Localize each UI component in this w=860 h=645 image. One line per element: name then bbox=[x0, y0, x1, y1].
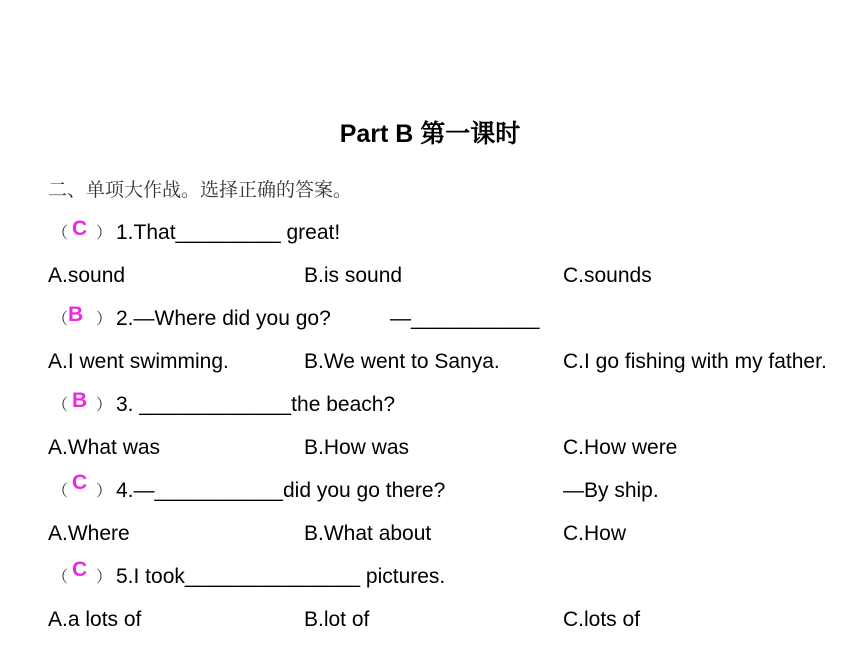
option-a: A.What was bbox=[48, 436, 161, 459]
paren-close: ） bbox=[96, 309, 113, 328]
question-2 bbox=[48, 304, 848, 334]
options-1 bbox=[48, 261, 848, 291]
paren-open: （ bbox=[52, 223, 69, 242]
options-4 bbox=[48, 519, 848, 549]
option-c: C.I go fishing with my father. bbox=[563, 350, 827, 373]
option-a: A.sound bbox=[48, 264, 126, 287]
question-3 bbox=[48, 390, 848, 420]
question-stem: 3. _____________the beach? bbox=[116, 393, 396, 416]
question-answer-blank: —___________ bbox=[390, 307, 540, 330]
option-b: B.What about bbox=[304, 522, 432, 545]
question-5 bbox=[48, 558, 848, 592]
paren-close: ） bbox=[96, 481, 113, 500]
answer-mark: B bbox=[68, 303, 84, 326]
option-b: B.We went to Sanya. bbox=[304, 350, 500, 373]
option-a: A.a lots of bbox=[48, 608, 142, 631]
options-3 bbox=[48, 433, 848, 463]
option-a: A.Where bbox=[48, 522, 130, 545]
answer-mark: C bbox=[72, 471, 88, 494]
question-stem: 1.That_________ great! bbox=[116, 221, 341, 244]
option-c: C.sounds bbox=[563, 264, 652, 287]
paren-close: ） bbox=[96, 567, 113, 586]
question-4 bbox=[48, 471, 848, 506]
option-c: C.How bbox=[563, 522, 627, 545]
paren-open: （ bbox=[52, 309, 69, 328]
answer-mark: C bbox=[72, 558, 88, 581]
question-stem: 2.—Where did you go? bbox=[116, 307, 331, 330]
options-5 bbox=[48, 605, 848, 635]
paren-close: ） bbox=[96, 223, 113, 242]
option-a: A.I went swimming. bbox=[48, 350, 229, 373]
answer-mark: B bbox=[72, 389, 88, 412]
option-c: C.How were bbox=[563, 436, 678, 459]
paren-open: （ bbox=[52, 481, 69, 500]
answer-mark: C bbox=[72, 217, 88, 240]
question-1 bbox=[48, 218, 848, 248]
option-b: B.is sound bbox=[304, 264, 403, 287]
question-stem: 4.—___________did you go there? bbox=[116, 479, 446, 502]
page-title: Part B 第一课时 bbox=[339, 120, 521, 148]
question-stem: 5.I took_______________ pictures. bbox=[116, 565, 446, 588]
options-2 bbox=[48, 347, 848, 377]
instruction-text: 二、单项大作战。选择正确的答案。 bbox=[48, 179, 353, 201]
option-c: C.lots of bbox=[563, 608, 641, 631]
question-answer-text: —By ship. bbox=[563, 479, 659, 502]
paren-open: （ bbox=[52, 395, 69, 414]
option-b: B.How was bbox=[304, 436, 410, 459]
paren-open: （ bbox=[52, 567, 69, 586]
paren-close: ） bbox=[96, 395, 113, 414]
option-b: B.lot of bbox=[304, 608, 370, 631]
